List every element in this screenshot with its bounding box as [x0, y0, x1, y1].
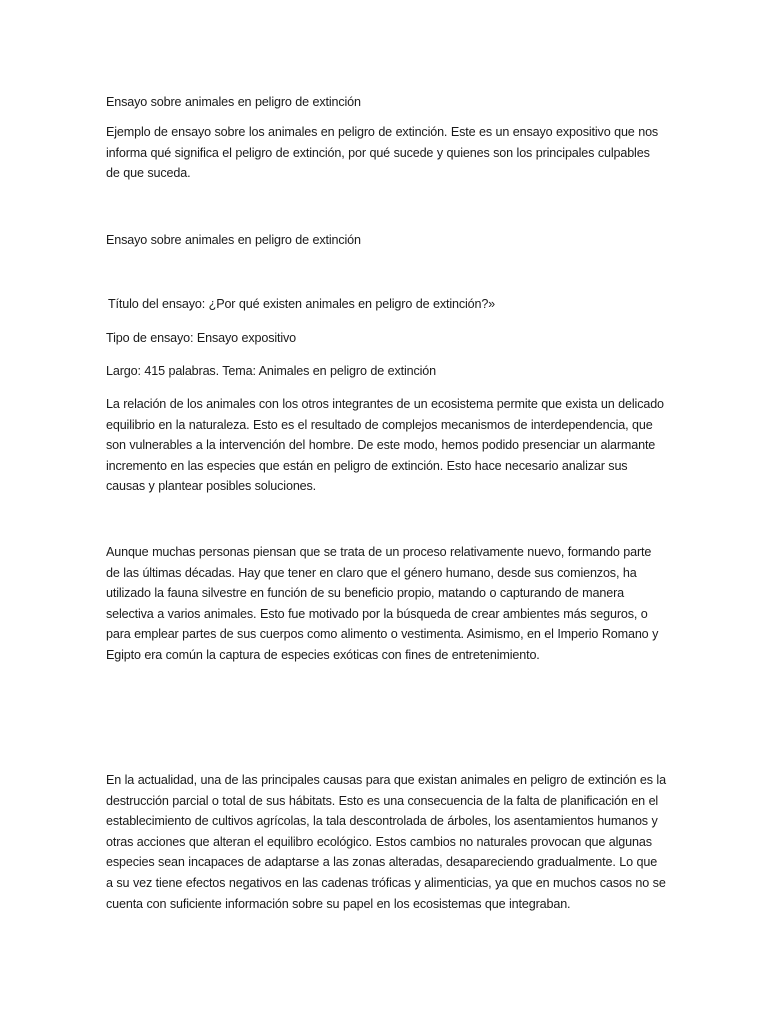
essay-type-line: Tipo de ensayo: Ensayo expositivo	[106, 331, 297, 345]
essay-title-line: Título del ensayo: ¿Por qué existen animales en peligro de extinción?»	[108, 297, 496, 311]
document-heading: Ensayo sobre animales en peligro de extinción	[106, 95, 361, 109]
body-paragraph-3: En la actualidad, una de las principales causas para que existan animales en peligro de extinción es la destrucción parcial o total de sus hábitats. Esto es una consecuencia de la falta de planificación en el establecimiento de cultivos agrícolas, la tala descontrolada de árboles, los asentamientos humanos y otras acciones que alteran el equilibro ecológico. Estos cambios no naturales provocan que algunas especies sean incapaces de adaptarse a las zonas alteradas, desapareciendo gradualmente. Lo que a su vez tiene efectos negativos en las cadenas tróficas y alimenticias, ya que en muchos casos no se cuenta con suficiente información sobre su papel en los ecosistemas que integraban.	[106, 773, 666, 911]
body-paragraph-2: Aunque muchas personas piensan que se trata de un proceso relativamente nuevo, formando parte de las últimas décadas. Hay que tener en claro que el género humano, desde sus comienzos, ha utilizado la fauna silvestre en función de su beneficio propio, matando o capturando de manera selectiva a varios animales. Esto fue motivado por la búsqueda de crear ambientes más seguros, o para emplear partes de sus cuerpos como alimento o vestimenta. Asimismo, en el Imperio Romano y Egipto era común la captura de especies exóticas con fines de entretenimiento.	[106, 545, 659, 662]
essay-heading: Ensayo sobre animales en peligro de extinción	[106, 233, 361, 247]
intro-paragraph: Ejemplo de ensayo sobre los animales en peligro de extinción. Este es un ensayo expositivo que nos informa qué significa el peligro de extinción, por qué sucede y quienes son los principales culpables de que suceda.	[106, 125, 659, 181]
body-paragraph-1: La relación de los animales con los otros integrantes de un ecosistema permite que exista un delicado equilibrio en la naturaleza. Esto es el resultado de complejos mecanismos de interdependencia, que son vulnerables a la intervención del hombre. De este modo, hemos podido presenciar un alarmante incremento en las especies que están en peligro de extinción. Esto hace necesario analizar sus causas y plantear posibles soluciones.	[106, 397, 664, 494]
essay-length-topic-line: Largo: 415 palabras. Tema: Animales en peligro de extinción	[106, 364, 436, 378]
